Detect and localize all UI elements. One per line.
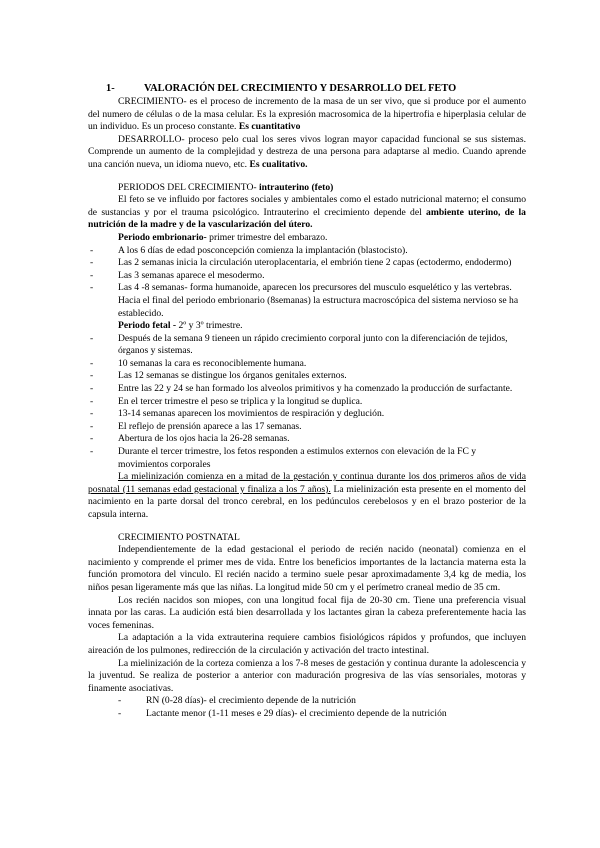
embrionario-text: primer trimestre del embarazo. [209,231,328,243]
list-item: - RN (0-28 días)- el crecimiento depende de la nutrición [118,695,356,707]
mielinizacion-paragraph [88,471,526,521]
embrionario-list [88,245,526,321]
crecimiento-text: CRECIMIENTO- es el proceso de incremento de la masa de un ser vivo, que si produce por el aumento del numero de células o de la masa celular. Es la expresión macrosomica de la hipertrofia e hiperplasia celular de un individuo. Es un proceso constante. [88,96,526,133]
embrionario-label: Periodo embrionario- [118,231,207,243]
list-item: - A los 6 días de edad posconcepción comienza la implantación (blastocisto). [90,244,408,256]
list-item: - Después de la semana 9 tieneen un rápido crecimiento corporal junto con la diferenciación de tejidos, órganos y sistemas. [90,332,508,357]
postnatal-list [88,695,526,720]
list-item: - El reflejo de prensión aparece a las 17 semanas. [90,420,302,432]
section-number: 1- [106,83,115,94]
desarrollo-text: DESARROLLO- proceso pelo cual los seres vivos logran mayor capacidad funcional se sus sistemas. Comprende un aumento de la complejidad y destreza de una persona para adaptarse al medio. Cuando aprende una canción nueva, un idioma nuevo, etc. [88,133,526,170]
periodos-heading-bold: intrauterino (feto) [258,181,334,193]
postnatal-paragraph: La mielinización de la corteza comienza a los 7-8 meses de gestación y continua durante la adolescencia y la juventud. Se realiza de posterior a anterior con maduración progresiva de las vías sensoriales, motoras y finamente asociativas. [88,657,526,694]
postnatal-paragraph: Los recién nacidos son miopes, con una longitud focal fija de 20-30 cm. Tiene una preferencia visual innata por las caras. La audición está bien desarrollada y los lactantes giran la cabeza preferentemente hacia las voces femeninas. [88,594,526,631]
list-item: - Las 3 semanas aparece el mesodermo. [90,269,265,281]
periodos-intro-bold: ambiente uterino, de la nutrición de la madre y de la vascularización del útero. [88,206,526,231]
list-item: - Entre las 22 y 24 se han formado los alveolos primitivos y ha comenzado la producción de surfactante. [90,383,513,395]
list-item: - 13-14 semanas aparecen los movimientos de respiración y deglución. [90,408,385,420]
fetal-text: 2º y 3º trimestre. [178,320,243,332]
list-item: - Las 12 semanas se distingue los órganos genitales externos. [90,370,347,382]
list-item: - Las 4 -8 semanas- forma humanoide, aparecen los precursores del musculo esquelético y las vertebras. Hacia el final del periodo embrionario (8semanas) la estructura macroscópica del sistema nervioso se ha establecido. [90,282,519,319]
periodos-intro-text: El feto se ve influido por factores sociales y ambientales como el estado nutricional materno; el consumo de sustancias y por el trauma psicológico. Intrauterino el crecimiento depende del [88,194,526,218]
list-item: - Abertura de los ojos hacia la 26-28 semanas. [90,433,290,445]
list-item: - Durante el tercer trimestre, los fetos responden a estimulos externos con elevación de la FC y movimientos corporales [90,446,477,470]
postnatal-paragraph: La adaptación a la vida extrauterina requiere cambios fisiológicos rápidos y profundos, que incluyen aireación de los pulmones, redirección de la circulación y activación del tracto intestinal. [88,632,526,656]
list-item: - 10 semanas la cara es reconociblemente humana. [90,357,307,369]
embrionario-heading [118,232,526,245]
desarrollo-definition [88,134,526,172]
mielinizacion-underlined: La mielinización comienza en a mitad de la gestación y continua durante los dos primeros años de vida posnatal (11 semanas edad gestacional y finaliza a los 7 años). [88,471,526,495]
list-item: - En el tercer trimestre el peso se triplica y la longitud se duplica. [90,395,363,407]
fetal-label: Periodo fetal - [118,320,177,332]
section-title [88,82,526,96]
periodos-intro [88,194,526,232]
list-item: - Las 2 semanas inicia la circulación uteroplacentaria, el embrión tiene 2 capas (ectodermo, endodermo) [90,257,512,269]
postnatal-heading: CRECIMIENTO POSTNATAL [118,531,240,543]
list-item: - Lactante menor (1-11 meses e 29 días)- el crecimiento depende de la nutrición [118,707,447,719]
crecimiento-bold: Es cuantitativo [238,121,301,133]
fetal-list [88,333,526,472]
postnatal-paragraph: Independientemente de la edad gestacional el periodo de recién nacido (neonatal) comienza en el nacimiento y comprende el primer mes de vida. Entre los beneficios importantes de la lactancia materna esta la función promotora del vinculo. El recién nacido a termino suele pesar aproximadamente 3,4 kg de media, los niños pesan ligeramente más que las niñas. La longitud mide 50 cm y el perímetro craneal medio de 35 cm. [88,544,526,593]
periodos-heading-text: PERIODOS DEL CRECIMIENTO- [118,181,257,193]
fetal-heading [118,320,526,333]
desarrollo-bold: Es cualitativo. [249,158,308,170]
crecimiento-definition [88,96,526,134]
document-page [88,82,526,721]
section-title-text: VALORACIÓN DEL CRECIMIENTO Y DESARROLLO DEL FETO [144,83,457,94]
periodos-heading [88,182,526,195]
mielinizacion-text: La mielinización esta presente en el momento del nacimiento en la parte dorsal del tronco cerebral, en los pedúnculos cerebelosos y en el brazo posterior de la capsula interna. [88,483,526,520]
